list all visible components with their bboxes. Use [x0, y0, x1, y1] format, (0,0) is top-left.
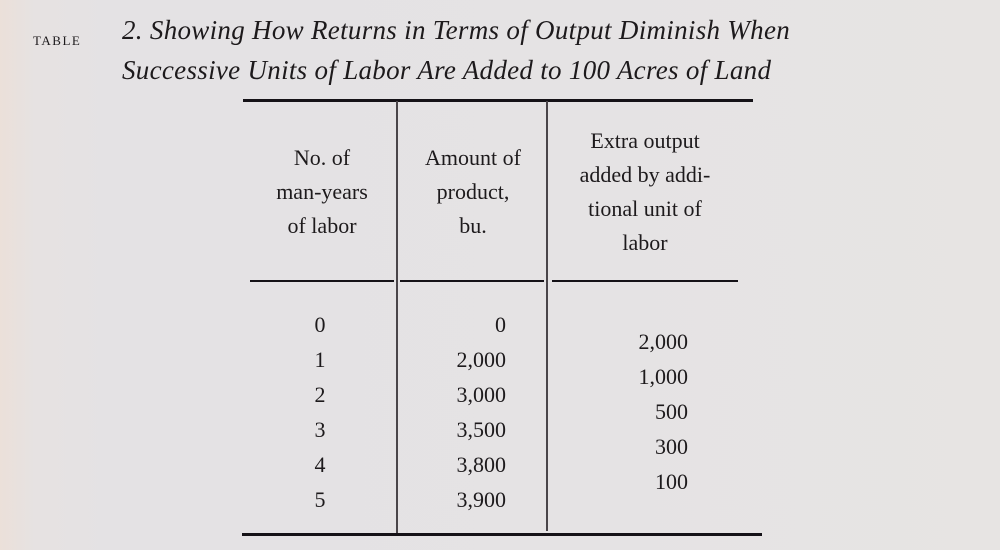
- header-extra-output-line: Extra output: [590, 128, 700, 153]
- header-product-line: product,: [436, 179, 510, 204]
- column-divider-2: [546, 101, 548, 531]
- cell-extra-output: 1,000: [638, 364, 688, 389]
- header-underline-3: [552, 280, 738, 282]
- header-product: [400, 141, 546, 243]
- caption-title-line-2: Successive Units of Labor Are Added to 100 Acres of Land: [122, 55, 772, 85]
- caption-title-line-1: 2. Showing How Returns in Terms of Output Diminish When: [122, 15, 791, 45]
- header-labor-line: man-years: [276, 179, 368, 204]
- cell-extra-output: 100: [655, 469, 688, 494]
- column-product: [420, 307, 506, 517]
- cell-labor: 5: [314, 487, 326, 512]
- header-extra-output-line: tional unit of: [588, 196, 702, 221]
- header-extra-output: [552, 124, 738, 260]
- cell-extra-output: 300: [655, 434, 688, 459]
- header-labor-line: of labor: [287, 213, 357, 238]
- header-underline-1: [250, 280, 394, 282]
- header-labor: [250, 141, 394, 243]
- table-caption: [0, 0, 1000, 95]
- column-divider-1: [396, 101, 398, 533]
- header-extra-output-line: labor: [622, 230, 668, 255]
- header-product-line: bu.: [459, 213, 487, 238]
- header-labor-line: No. of: [293, 145, 351, 170]
- cell-extra-output: 2,000: [638, 329, 688, 354]
- cell-labor: 0: [314, 312, 326, 337]
- table-label: table: [33, 29, 82, 50]
- cell-labor: 4: [314, 452, 326, 477]
- cell-product: 2,000: [456, 347, 506, 372]
- cell-extra-output: 500: [655, 399, 688, 424]
- cell-product: 0: [495, 312, 506, 337]
- cell-product: 3,500: [456, 417, 506, 442]
- top-rule: [243, 99, 753, 102]
- cell-product: 3,800: [456, 452, 506, 477]
- cell-product: 3,000: [456, 382, 506, 407]
- cell-labor: 1: [314, 347, 326, 372]
- cell-labor: 3: [314, 417, 326, 442]
- column-extra-output: [600, 324, 688, 499]
- header-product-line: Amount of: [425, 145, 521, 170]
- header-underline-2: [400, 280, 544, 282]
- header-extra-output-line: added by addi-: [579, 162, 711, 187]
- bottom-rule: [242, 533, 762, 536]
- cell-labor: 2: [314, 382, 326, 407]
- cell-product: 3,900: [456, 487, 506, 512]
- column-labor: [300, 307, 340, 517]
